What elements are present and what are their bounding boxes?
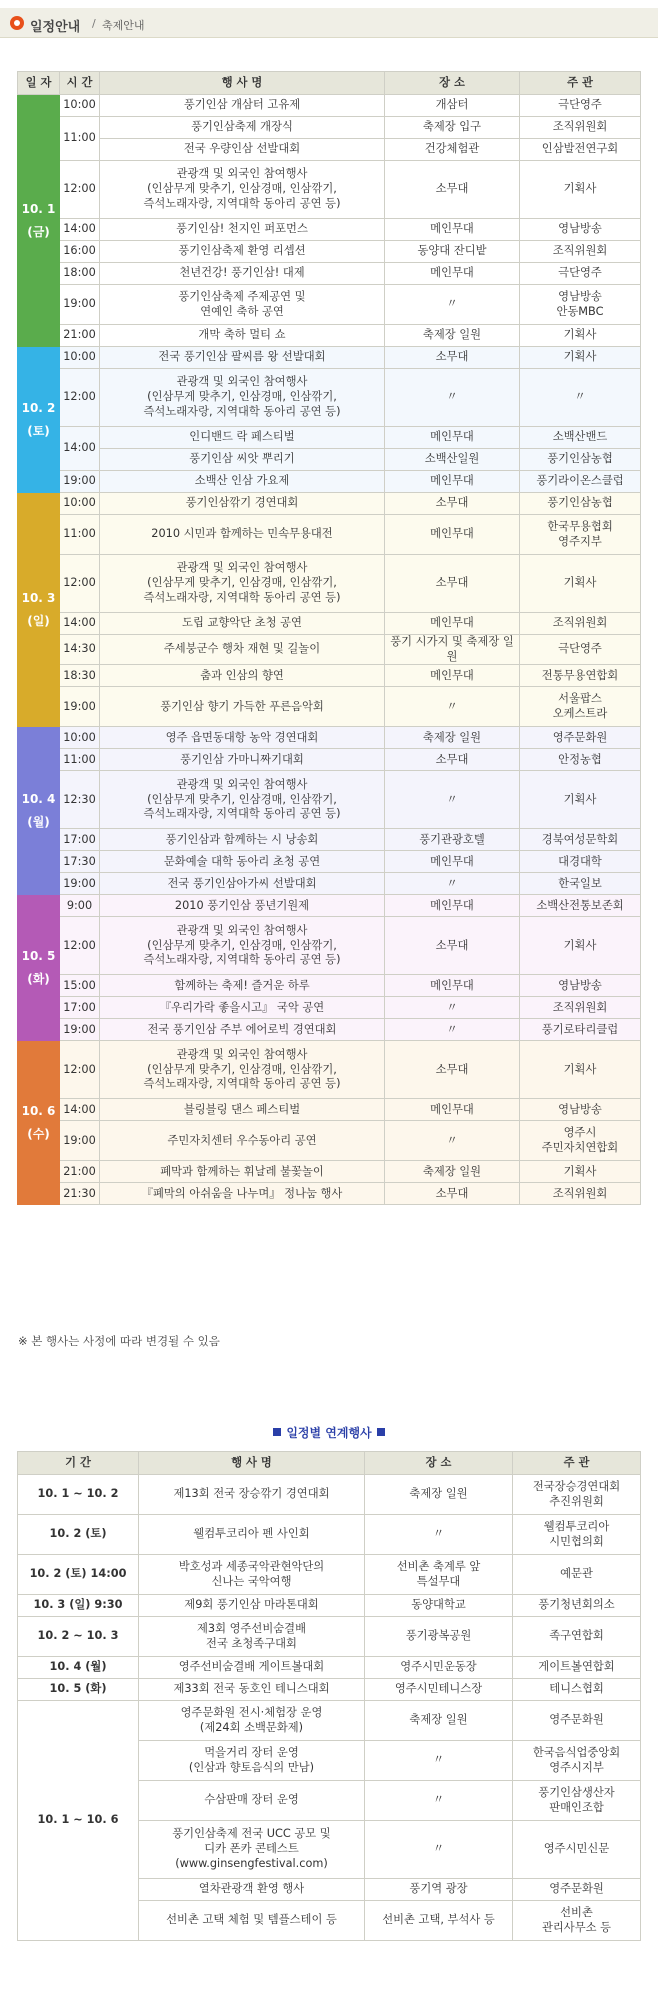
col-header-event: 행 사 명 (100, 72, 385, 95)
breadcrumb-separator: / (92, 17, 96, 30)
event-name-cell: 『우리가락 좋을시고』 국악 공연 (100, 997, 385, 1019)
event-name-cell: 풍기인삼 가마니짜기대회 (100, 749, 385, 771)
host-cell: 한국음식업중앙회 영주시지부 (513, 1741, 641, 1781)
host-cell: 전국장승경연대회 추진위원회 (513, 1475, 641, 1515)
date-cell: 10. 5 (화) (18, 895, 60, 1041)
event-name-cell: 풍기인삼! 천지인 퍼포먼스 (100, 219, 385, 241)
place-cell: 메인무대 (385, 263, 520, 285)
place-cell: 소무대 (385, 917, 520, 975)
place-cell: 풍기관광호텔 (385, 829, 520, 851)
table-row (18, 1475, 641, 1515)
host-cell: 조직위원회 (520, 613, 641, 635)
host-cell: 기획사 (520, 917, 641, 975)
time-cell: 11:00 (60, 515, 100, 555)
place-cell: 메인무대 (385, 471, 520, 493)
place-cell: 풍기 시가지 및 축제장 일원 (385, 635, 520, 665)
place-cell: 메인무대 (385, 427, 520, 449)
host-cell: 극단영주 (520, 635, 641, 665)
period-cell: 10. 5 (화) (18, 1679, 139, 1701)
host-cell: 소백산전통보존회 (520, 895, 641, 917)
host-cell: 조직위원회 (520, 997, 641, 1019)
place-cell: 소무대 (385, 161, 520, 219)
table-row (18, 449, 641, 471)
time-cell: 12:30 (60, 771, 100, 829)
table-row (18, 1515, 641, 1555)
event-name-cell: 관광객 및 외국인 참여행사 (인삼무게 맞추기, 인삼경매, 인삼깎기, 즉석노래자랑, 지역대학 동아리 공연 등) (100, 1041, 385, 1099)
event-name-cell: 영주 읍면동대항 농악 경연대회 (100, 727, 385, 749)
related-events-table (17, 1451, 641, 1941)
time-cell: 14:00 (60, 613, 100, 635)
event-name-cell: 선비촌 고택 체험 및 템플스테이 등 (139, 1901, 365, 1941)
time-cell: 17:30 (60, 851, 100, 873)
place-cell: 영주시민운동장 (365, 1657, 513, 1679)
event-name-cell: 문화예술 대학 동아리 초청 공연 (100, 851, 385, 873)
table-row (18, 1555, 641, 1595)
host-cell: 족구연합회 (513, 1617, 641, 1657)
table-row (18, 1595, 641, 1617)
place-cell: 메인무대 (385, 895, 520, 917)
place-cell: 영주시민테니스장 (365, 1679, 513, 1701)
place-cell: 〃 (365, 1781, 513, 1821)
host-cell: 풍기로타리클럽 (520, 1019, 641, 1041)
place-cell: 풍기역 광장 (365, 1879, 513, 1901)
table-row (18, 325, 641, 347)
col-header-place: 장 소 (385, 72, 520, 95)
table-row (18, 1617, 641, 1657)
event-name-cell: 천년건강! 풍기인삼! 대제 (100, 263, 385, 285)
time-cell: 21:00 (60, 1161, 100, 1183)
time-cell: 12:00 (60, 161, 100, 219)
place-cell: 소무대 (385, 1183, 520, 1205)
col-header-date: 일 자 (18, 72, 60, 95)
table-row (18, 161, 641, 219)
host-cell: 영주시 주민자치연합회 (520, 1121, 641, 1161)
place-cell: 소무대 (385, 1041, 520, 1099)
time-cell: 21:30 (60, 1183, 100, 1205)
host-cell: 영주문화원 (520, 727, 641, 749)
date-cell: 10. 6 (수) (18, 1041, 60, 1205)
place-cell: 〃 (385, 997, 520, 1019)
place-cell: 개삼터 (385, 95, 520, 117)
time-cell: 10:00 (60, 95, 100, 117)
event-name-cell: 2010 풍기인삼 풍년기원제 (100, 895, 385, 917)
table-row (18, 95, 641, 117)
place-cell: 메인무대 (385, 665, 520, 687)
event-name-cell: 웰컴투코리아 펜 사인회 (139, 1515, 365, 1555)
host-cell: 인삼발전연구회 (520, 139, 641, 161)
place-cell: 〃 (365, 1821, 513, 1879)
place-cell: 메인무대 (385, 613, 520, 635)
col-header-place: 장 소 (365, 1452, 513, 1475)
event-name-cell: 박호성과 세종국악관현악단의 신나는 국악여행 (139, 1555, 365, 1595)
place-cell: 소백산일원 (385, 449, 520, 471)
time-cell: 19:00 (60, 285, 100, 325)
place-cell: 축제장 일원 (385, 325, 520, 347)
table-row (18, 1099, 641, 1121)
period-cell: 10. 2 (토) 14:00 (18, 1555, 139, 1595)
table-row (18, 471, 641, 493)
event-name-cell: 관광객 및 외국인 참여행사 (인삼무게 맞추기, 인삼경매, 인삼깎기, 즉석노래자랑, 지역대학 동아리 공연 등) (100, 771, 385, 829)
event-name-cell: 관광객 및 외국인 참여행사 (인삼무게 맞추기, 인삼경매, 인삼깎기, 즉석노래자랑, 지역대학 동아리 공연 등) (100, 161, 385, 219)
col-header-host: 주 관 (513, 1452, 641, 1475)
event-name-cell: 풍기인삼 개삼터 고유제 (100, 95, 385, 117)
event-name-cell: 전국 풍기인삼아가씨 선발대회 (100, 873, 385, 895)
table-row (18, 241, 641, 263)
table-row (18, 727, 641, 749)
table-row (18, 917, 641, 975)
host-cell: 〃 (520, 369, 641, 427)
table-row (18, 1657, 641, 1679)
place-cell: 메인무대 (385, 515, 520, 555)
related-section-title (0, 1424, 658, 1441)
table-row (18, 829, 641, 851)
table-row (18, 665, 641, 687)
schedule-note: ※ 본 행사는 사정에 따라 변경될 수 있음 (18, 1334, 220, 1348)
event-name-cell: 함께하는 축제! 즐거운 하루 (100, 975, 385, 997)
table-row (18, 873, 641, 895)
table-row (18, 1121, 641, 1161)
event-name-cell: 도립 교향악단 초청 공연 (100, 613, 385, 635)
table-row (18, 117, 641, 139)
table-row (18, 1161, 641, 1183)
period-cell: 10. 3 (일) 9:30 (18, 1595, 139, 1617)
event-name-cell: 열차관광객 환영 행사 (139, 1879, 365, 1901)
table-row (18, 771, 641, 829)
event-name-cell: 폐막과 함께하는 휘날레 불꽃놀이 (100, 1161, 385, 1183)
date-cell: 10. 3 (일) (18, 493, 60, 727)
host-cell: 테니스협회 (513, 1679, 641, 1701)
host-cell: 영주시민신문 (513, 1821, 641, 1879)
host-cell: 영남방송 안동MBC (520, 285, 641, 325)
time-cell: 12:00 (60, 369, 100, 427)
event-name-cell: 풍기인삼 향기 가득한 푸른음악회 (100, 687, 385, 727)
place-cell: 축제장 일원 (365, 1701, 513, 1741)
place-cell: 〃 (385, 771, 520, 829)
event-name-cell: 풍기인삼과 함께하는 시 낭송회 (100, 829, 385, 851)
time-cell: 14:00 (60, 427, 100, 471)
time-cell: 15:00 (60, 975, 100, 997)
table-row (18, 687, 641, 727)
col-header-host: 주 관 (520, 72, 641, 95)
schedule-body (18, 95, 641, 1205)
time-cell: 17:00 (60, 829, 100, 851)
host-cell: 영남방송 (520, 219, 641, 241)
host-cell: 소백산밴드 (520, 427, 641, 449)
host-cell: 기획사 (520, 161, 641, 219)
event-name-cell: 관광객 및 외국인 참여행사 (인삼무게 맞추기, 인삼경매, 인삼깎기, 즉석노래자랑, 지역대학 동아리 공연 등) (100, 555, 385, 613)
event-name-cell: 영주선비숨결배 게이트볼대회 (139, 1657, 365, 1679)
place-cell: 메인무대 (385, 975, 520, 997)
time-cell: 14:00 (60, 219, 100, 241)
host-cell: 극단영주 (520, 95, 641, 117)
place-cell: 소무대 (385, 555, 520, 613)
place-cell: 〃 (385, 1121, 520, 1161)
time-cell: 18:30 (60, 665, 100, 687)
related-header-row (18, 1452, 641, 1475)
time-cell: 10:00 (60, 347, 100, 369)
place-cell: 축제장 일원 (385, 1161, 520, 1183)
related-body (18, 1475, 641, 1941)
table-row (18, 285, 641, 325)
host-cell: 조직위원회 (520, 1183, 641, 1205)
col-header-period: 기 간 (18, 1452, 139, 1475)
event-name-cell: 관광객 및 외국인 참여행사 (인삼무게 맞추기, 인삼경매, 인삼깎기, 즉석노래자랑, 지역대학 동아리 공연 등) (100, 917, 385, 975)
event-name-cell: 주민자치센터 우수동아리 공연 (100, 1121, 385, 1161)
place-cell: 〃 (385, 1019, 520, 1041)
host-cell: 경북여성문학회 (520, 829, 641, 851)
time-cell: 9:00 (60, 895, 100, 917)
host-cell: 풍기라이온스클럽 (520, 471, 641, 493)
event-name-cell: 소백산 인삼 가요제 (100, 471, 385, 493)
host-cell: 서울팝스 오케스트라 (520, 687, 641, 727)
host-cell: 한국일보 (520, 873, 641, 895)
host-cell: 기획사 (520, 771, 641, 829)
time-cell: 11:00 (60, 117, 100, 161)
table-row (18, 493, 641, 515)
event-name-cell: 제3회 영주선비숨결배 전국 초청족구대회 (139, 1617, 365, 1657)
time-cell: 14:30 (60, 635, 100, 665)
place-cell: 축제장 일원 (365, 1475, 513, 1515)
host-cell: 영주문화원 (513, 1879, 641, 1901)
host-cell: 기획사 (520, 1161, 641, 1183)
event-name-cell: 춤과 인삼의 향연 (100, 665, 385, 687)
place-cell: 〃 (365, 1515, 513, 1555)
time-cell: 19:00 (60, 873, 100, 895)
place-cell: 동양대 잔디밭 (385, 241, 520, 263)
period-cell: 10. 4 (월) (18, 1657, 139, 1679)
host-cell: 안정농협 (520, 749, 641, 771)
schedule-table (17, 71, 641, 1205)
host-cell: 풍기인삼농협 (520, 449, 641, 471)
place-cell: 〃 (365, 1741, 513, 1781)
event-name-cell: 풍기인삼 씨앗 뿌리기 (100, 449, 385, 471)
period-cell: 10. 2 ~ 10. 3 (18, 1617, 139, 1657)
table-row (18, 263, 641, 285)
host-cell: 기획사 (520, 1041, 641, 1099)
table-row (18, 515, 641, 555)
host-cell: 기획사 (520, 347, 641, 369)
place-cell: 메인무대 (385, 851, 520, 873)
event-name-cell: 풍기인삼축제 전국 UCC 공모 및 디카 폰카 콘테스트 (www.ginsengfestival.com) (139, 1821, 365, 1879)
host-cell: 풍기청년회의소 (513, 1595, 641, 1617)
table-row (18, 997, 641, 1019)
time-cell: 19:00 (60, 471, 100, 493)
square-bullet-icon (377, 1428, 385, 1436)
related-title-text: 일정별 연계행사 (286, 1426, 372, 1440)
table-row (18, 749, 641, 771)
col-header-time: 시 간 (60, 72, 100, 95)
date-cell: 10. 4 (월) (18, 727, 60, 895)
event-name-cell: 전국 풍기인삼 팔씨름 왕 선발대회 (100, 347, 385, 369)
place-cell: 메인무대 (385, 219, 520, 241)
table-row (18, 1041, 641, 1099)
place-cell: 축제장 일원 (385, 727, 520, 749)
host-cell: 대경대학 (520, 851, 641, 873)
host-cell: 극단영주 (520, 263, 641, 285)
event-name-cell: 전국 우량인삼 선발대회 (100, 139, 385, 161)
event-name-cell: 영주문화원 전시·체험장 운영 (제24회 소백문화제) (139, 1701, 365, 1741)
host-cell: 선비촌 관리사무소 등 (513, 1901, 641, 1941)
place-cell: 동양대학교 (365, 1595, 513, 1617)
host-cell: 풍기인삼생산자 판매인조합 (513, 1781, 641, 1821)
event-name-cell: 『폐막의 아쉬움을 나누며』 정나눔 행사 (100, 1183, 385, 1205)
event-name-cell: 제33회 전국 동호인 테니스대회 (139, 1679, 365, 1701)
table-row (18, 1701, 641, 1741)
host-cell: 영주문화원 (513, 1701, 641, 1741)
time-cell: 16:00 (60, 241, 100, 263)
host-cell: 기획사 (520, 555, 641, 613)
place-cell: 소무대 (385, 347, 520, 369)
date-cell: 10. 2 (토) (18, 347, 60, 493)
table-row (18, 895, 641, 917)
host-cell: 영남방송 (520, 1099, 641, 1121)
table-row (18, 1019, 641, 1041)
table-row (18, 139, 641, 161)
host-cell: 조직위원회 (520, 117, 641, 139)
table-row (18, 635, 641, 665)
event-name-cell: 개막 축하 멀티 쇼 (100, 325, 385, 347)
host-cell: 전통무용연합회 (520, 665, 641, 687)
time-cell: 10:00 (60, 727, 100, 749)
time-cell: 10:00 (60, 493, 100, 515)
time-cell: 14:00 (60, 1099, 100, 1121)
place-cell: 선비촌 고택, 부석사 등 (365, 1901, 513, 1941)
time-cell: 19:00 (60, 1121, 100, 1161)
event-name-cell: 2010 시민과 함께하는 민속무용대전 (100, 515, 385, 555)
host-cell: 웰컴투코리아 시민협의회 (513, 1515, 641, 1555)
place-cell: 소무대 (385, 749, 520, 771)
table-row (18, 347, 641, 369)
place-cell: 풍기광복공원 (365, 1617, 513, 1657)
time-cell: 19:00 (60, 687, 100, 727)
header-bullet-icon (10, 16, 24, 30)
event-name-cell: 풍기인삼축제 주제공연 및 연예인 축하 공연 (100, 285, 385, 325)
event-name-cell: 풍기인삼축제 환영 리셉션 (100, 241, 385, 263)
host-cell: 예문관 (513, 1555, 641, 1595)
event-name-cell: 제9회 풍기인삼 마라톤대회 (139, 1595, 365, 1617)
event-name-cell: 풍기인삼깎기 경연대회 (100, 493, 385, 515)
host-cell: 한국무용협회 영주지부 (520, 515, 641, 555)
table-row (18, 219, 641, 241)
page-title: 일정안내 (30, 20, 81, 35)
place-cell: 건강체험관 (385, 139, 520, 161)
event-name-cell: 주세붕군수 행차 재현 및 길놀이 (100, 635, 385, 665)
host-cell: 게이트볼연합회 (513, 1657, 641, 1679)
event-name-cell: 인디밴드 락 페스티벌 (100, 427, 385, 449)
period-cell: 10. 1 ~ 10. 2 (18, 1475, 139, 1515)
table-row (18, 1183, 641, 1205)
time-cell: 19:00 (60, 1019, 100, 1041)
time-cell: 12:00 (60, 917, 100, 975)
time-cell: 12:00 (60, 1041, 100, 1099)
breadcrumb-current: 축제안내 (102, 19, 145, 32)
event-name-cell: 블링블링 댄스 페스티벌 (100, 1099, 385, 1121)
period-cell: 10. 2 (토) (18, 1515, 139, 1555)
event-name-cell: 관광객 및 외국인 참여행사 (인삼무게 맞추기, 인삼경매, 인삼깎기, 즉석노래자랑, 지역대학 동아리 공연 등) (100, 369, 385, 427)
date-cell: 10. 1 (금) (18, 95, 60, 347)
table-row (18, 613, 641, 635)
place-cell: 소무대 (385, 493, 520, 515)
table-row (18, 975, 641, 997)
place-cell: 축제장 입구 (385, 117, 520, 139)
host-cell: 조직위원회 (520, 241, 641, 263)
place-cell: 메인무대 (385, 1099, 520, 1121)
event-name-cell: 전국 풍기인삼 주부 에어로빅 경연대회 (100, 1019, 385, 1041)
event-name-cell: 먹을거리 장터 운영 (인삼과 향토음식의 만남) (139, 1741, 365, 1781)
table-row (18, 427, 641, 449)
period-cell: 10. 1 ~ 10. 6 (18, 1701, 139, 1941)
table-row (18, 555, 641, 613)
schedule-header-row (18, 72, 641, 95)
host-cell: 영남방송 (520, 975, 641, 997)
event-name-cell: 수삼판매 장터 운영 (139, 1781, 365, 1821)
place-cell: 〃 (385, 687, 520, 727)
table-row (18, 851, 641, 873)
time-cell: 18:00 (60, 263, 100, 285)
col-header-event: 행 사 명 (139, 1452, 365, 1475)
time-cell: 17:00 (60, 997, 100, 1019)
host-cell: 풍기인삼농협 (520, 493, 641, 515)
place-cell: 〃 (385, 873, 520, 895)
host-cell: 기획사 (520, 325, 641, 347)
place-cell: 〃 (385, 369, 520, 427)
event-name-cell: 풍기인삼축제 개장식 (100, 117, 385, 139)
place-cell: 〃 (385, 285, 520, 325)
time-cell: 21:00 (60, 325, 100, 347)
time-cell: 11:00 (60, 749, 100, 771)
table-row (18, 1679, 641, 1701)
table-row (18, 369, 641, 427)
page-header (0, 8, 658, 38)
square-bullet-icon (273, 1428, 281, 1436)
place-cell: 선비촌 축계루 앞 특설무대 (365, 1555, 513, 1595)
time-cell: 12:00 (60, 555, 100, 613)
event-name-cell: 제13회 전국 장승깎기 경연대회 (139, 1475, 365, 1515)
